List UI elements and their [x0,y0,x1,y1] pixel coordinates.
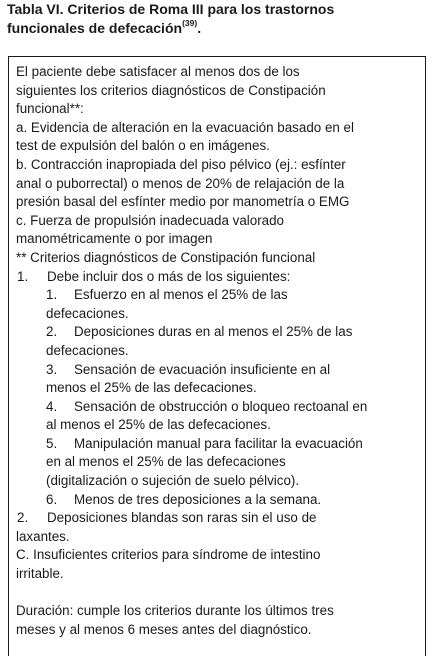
sub-item-1-text: Esfuerzo en al menos el 25% de las [74,287,288,303]
sub-item-2 [16,323,426,342]
sub-item-1-number: 1. [46,287,58,303]
list-item-2-number: 2. [17,510,29,526]
criterion-b-line-3: presión basal del esfínter medio por manometría o EMG [16,194,350,210]
sub-item-4-text: Sensación de obstrucción o bloqueo rectoanal en [74,398,368,414]
table-title-line-2 [7,19,427,38]
list-item-2-text: Deposiciones blandas son raras sin el uso de [47,510,317,526]
reference-superscript: (39) [182,18,198,29]
sub-item-6 [16,491,426,510]
list-item-1-text: Debe incluir dos o más de los siguientes: [47,268,291,284]
sub-item-5-continuation-1: en al menos el 25% de las defecaciones [46,454,286,470]
criterion-ibs-line-1: C. Insuficientes criterios para síndrome de intestino [16,547,321,563]
sub-item-5-number: 5. [46,435,58,451]
footnote-functional-constipation: ** Criterios diagnósticos de Constipación funcional [16,249,316,265]
table-title-line-2-text: funcionales de defecación [7,20,183,36]
sub-item-6-number: 6. [46,491,58,507]
sub-item-1 [16,286,426,305]
sub-item-2-number: 2. [46,324,58,340]
sub-item-4-continuation: al menos el 25% de las defecaciones. [46,417,271,433]
sub-item-6-text: Menos de tres deposiciones a la semana. [74,491,322,507]
list-item-2 [16,509,426,528]
sub-item-2-text: Deposiciones duras en al menos el 25% de las [74,324,353,340]
sub-item-3-continuation: menos el 25% de las defecaciones. [46,380,257,396]
sub-item-3-number: 3. [46,361,58,377]
criterion-b-line-1: b. Contracción inapropiada del piso pélvico (ej.: esfínter [16,156,346,172]
table-title-line-1: Tabla VI. Criterios de Roma III para los trastornos [7,1,335,17]
criterion-ibs-line-2: irritable. [16,566,64,582]
list-item-2-continuation: laxantes. [16,528,70,544]
sub-item-4-number: 4. [46,398,58,414]
sub-item-3 [16,361,426,380]
table-title [7,0,427,38]
sub-item-2-continuation: defecaciones. [46,342,129,358]
list-item-1-number: 1. [17,268,29,284]
sub-item-3-text: Sensación de evacuación insuficiente en al [74,361,331,377]
sub-item-5-text: Manipulación manual para facilitar la evacuación [74,435,363,451]
criteria-table-content [16,63,426,639]
criterion-c-line-2: manométricamente o por imagen [16,231,213,247]
sub-item-1-continuation: defecaciones. [46,305,129,321]
intro-line-2: siguientes los criterios diagnósticos de Constipación [16,82,326,98]
criterion-b-line-2: anal o puborrectal) o menos de 20% de relajación de la [16,175,345,191]
intro-line-3: funcional**: [16,101,84,117]
list-item-1 [16,268,426,287]
duration-line-1: Duración: cumple los criterios durante los últimos tres [16,603,334,619]
table-title-period: . [197,20,202,36]
intro-line-1: El paciente debe satisfacer al menos dos de los [16,64,300,79]
sub-item-5 [16,435,426,454]
sub-item-5-continuation-2: (digitalización o sujeción de suelo pélvico). [46,473,300,489]
paragraph-spacer [16,584,426,603]
duration-line-2: meses y al menos 6 meses antes del diagnóstico. [16,621,312,637]
criterion-c-line-1: c. Fuerza de propulsión inadecuada valorado [16,212,284,228]
criterion-a-line-2: test de expulsión del balón o en imágenes. [16,138,270,154]
criterion-a-line-1: a. Evidencia de alteración en la evacuación basado en el [16,119,354,135]
sub-item-4 [16,398,426,417]
